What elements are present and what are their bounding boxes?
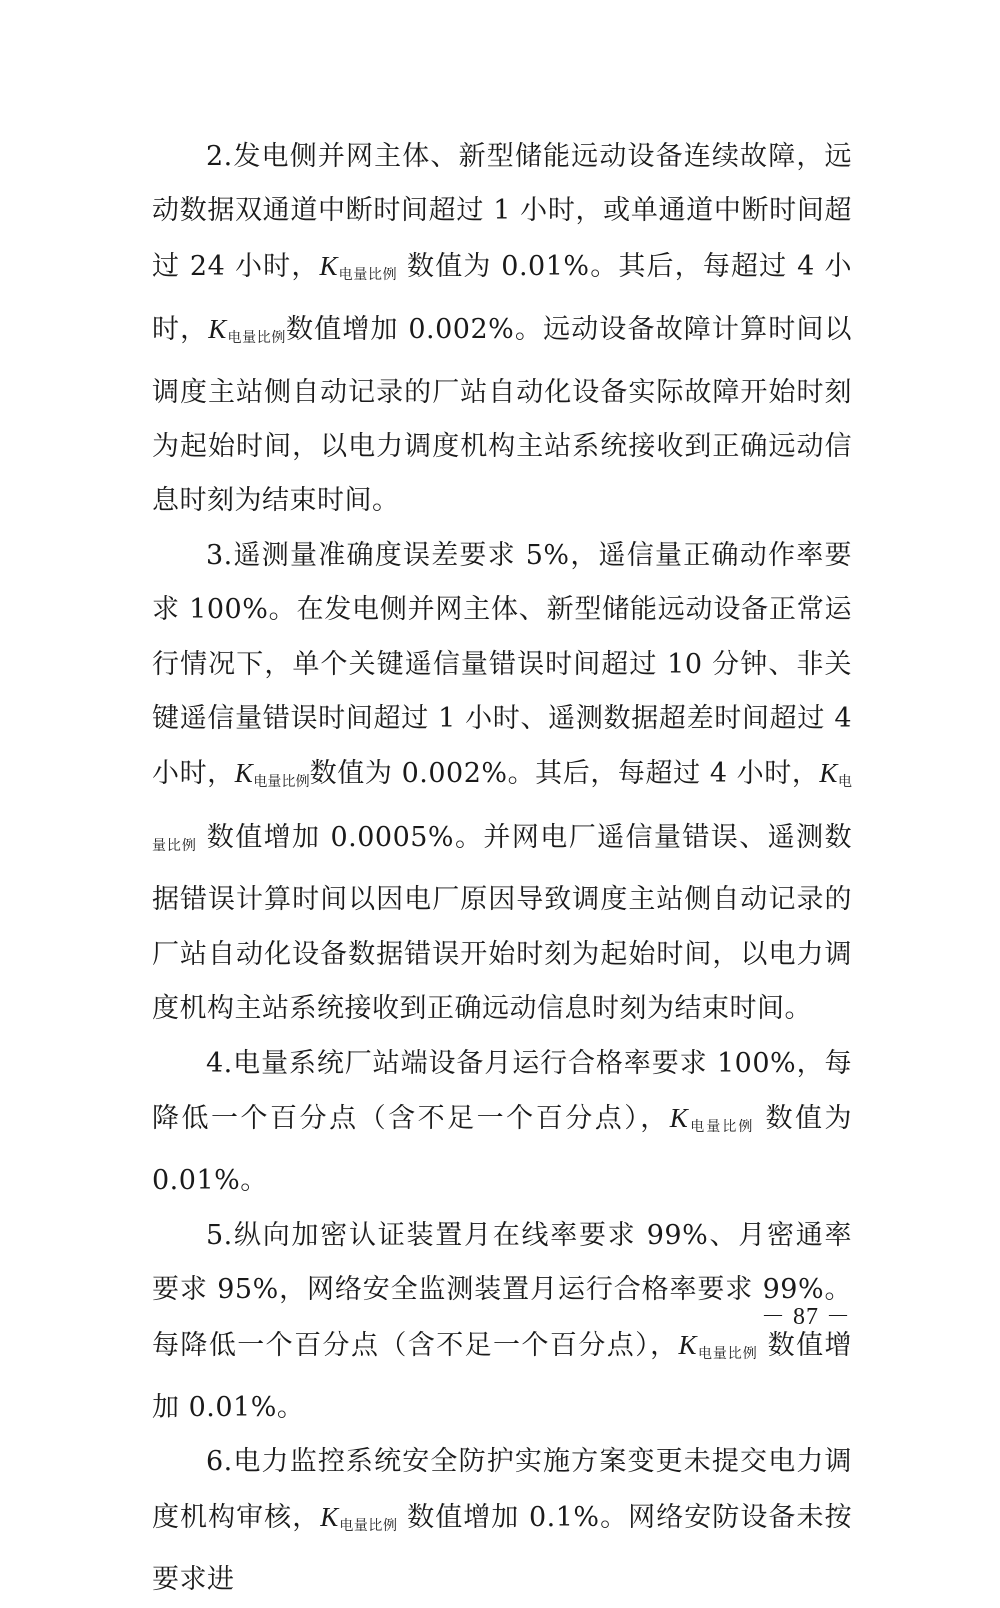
text-segment: 2.发电侧并网主体、新型储能远动设备连续故障，远动数据双通道中断时间超过 1 小时，或单通道中断时间超过 24 小时， <box>152 141 852 282</box>
page-number: － 87 － <box>761 1304 851 1330</box>
document-body <box>152 130 852 1608</box>
k-subscript: 电量比例 <box>152 774 853 854</box>
paragraph-item-5 <box>152 1209 852 1436</box>
text-segment: 数值增加 0.01%。 <box>152 1329 852 1423</box>
k-subscript: 电量比例 <box>697 1345 758 1362</box>
k-symbol: K <box>669 1102 689 1133</box>
text-segment: 数值为 0.002%。其后，每超过 4 小时， <box>309 758 820 790</box>
text-segment: 3.遥测量准确度误差要求 5%，遥信量正确动作率要求 100%。在发电侧并网主体、新型储能远动设备正常运行情况下，单个关键遥信量错误时间超过 10 分钟、非关键遥信量错误时间超过 1 小时、遥测数据超差时间超过 4 小时， <box>152 539 852 790</box>
text-segment: 数值为 0.01%。其后，每超过 4 小时， <box>152 250 852 346</box>
paragraph-item-6 <box>152 1435 852 1607</box>
paragraph-item-3 <box>152 529 852 1037</box>
k-subscript: 电量比例 <box>688 1118 755 1135</box>
k-subscript: 电量比例 <box>253 774 310 791</box>
k-symbol: K <box>234 758 254 789</box>
k-symbol: K <box>320 1501 339 1532</box>
paragraph-item-2 <box>152 130 852 529</box>
text-segment: 数值增加 0.1%。网络安防设备未按要求进 <box>152 1501 852 1596</box>
k-symbol: K <box>319 250 338 281</box>
k-subscript: 电量比例 <box>338 266 398 283</box>
text-segment: 4.电量系统厂站端设备月运行合格率要求 100%，每降低一个百分点（含不足一个百分点）， <box>152 1047 852 1134</box>
k-symbol: K <box>678 1329 698 1360</box>
text-segment: 数值增加 0.002%。远动设备故障计算时间以调度主站侧自动记录的厂站自动化设备实际故障开始时刻为起始时间，以电力调度机构主站系统接收到正确远动信息时刻为结束时间。 <box>152 314 852 517</box>
text-segment: 6.电力监控系统安全防护实施方案变更未提交电力调度机构审核， <box>152 1446 852 1533</box>
k-subscript: 电量比例 <box>338 1517 398 1534</box>
k-symbol: K <box>208 314 227 345</box>
k-variable <box>320 1502 397 1532</box>
text-segment: 数值为 0.01%。 <box>152 1102 853 1197</box>
k-variable <box>679 1330 758 1360</box>
k-variable <box>208 314 287 347</box>
k-variable <box>319 251 397 281</box>
k-variable <box>234 758 310 791</box>
text-segment: 5.纵向加密认证装置月在线率要求 99%、月密通率要求 95%，网络安全监测装置月运行合格率要求 99%。每降低一个百分点（含不足一个百分点）， <box>152 1219 852 1361</box>
text-segment: 数值增加 0.0005%。并网电厂遥信量错误、遥测数据错误计算时间以因电厂原因导致调度主站侧自动记录的厂站自动化设备数据错误开始时刻为起始时间，以电力调度机构主站系统接收到正确远动信息时刻为结束时间。 <box>152 821 852 1025</box>
k-variable <box>670 1103 755 1133</box>
paragraph-item-4 <box>152 1037 852 1209</box>
k-symbol: K <box>819 758 838 789</box>
k-subscript: 电量比例 <box>226 330 287 347</box>
